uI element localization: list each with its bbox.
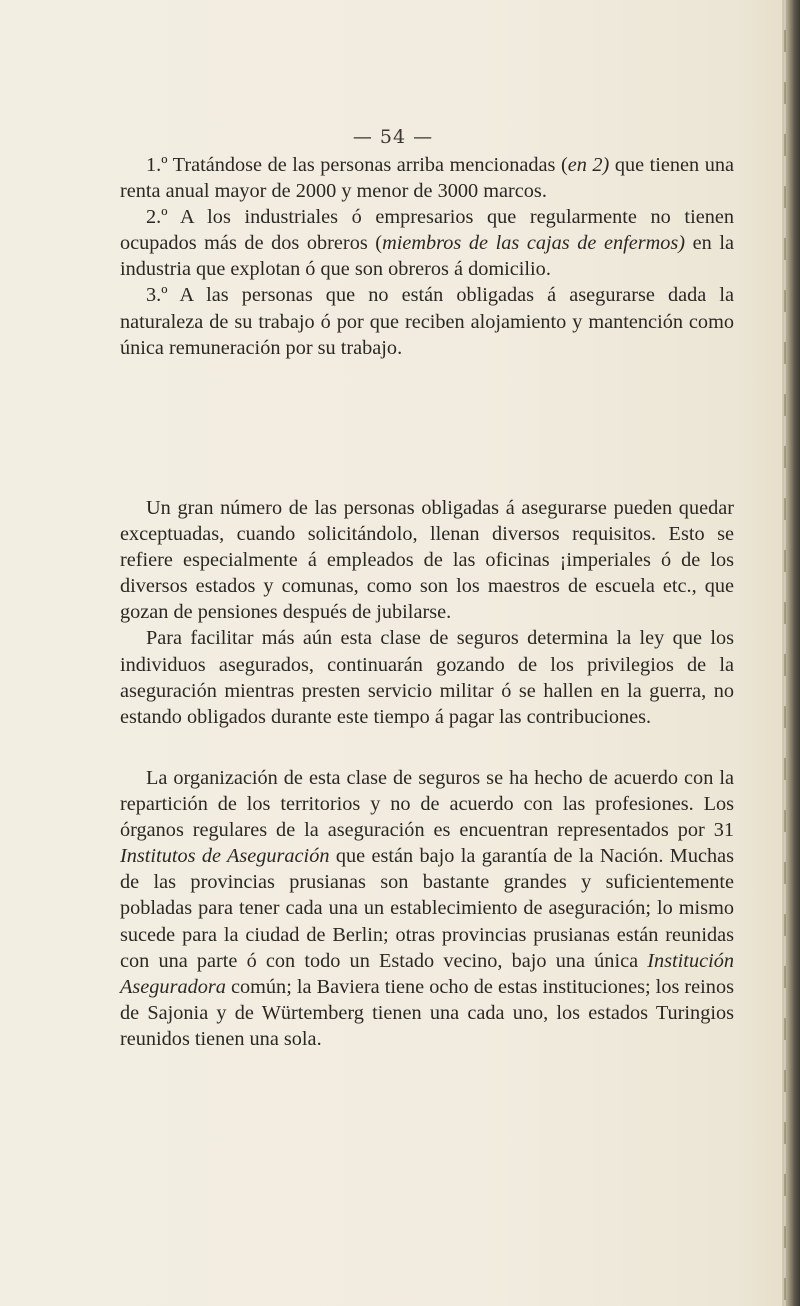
organization-italic-a: Institutos de Aseguración (120, 845, 330, 868)
paragraph-exceptions: Un gran número de las personas obligadas á asegurarse pueden quedar exceptuadas, cuando solicitándolo, llenan diversos requisitos. Esto se refiere especialmente á empleados de las oficinas ¡imperiales ó de los diversos estados y comunas, como son los maestros de escuela etc., que gozan de pensiones después de jubilarse. (120, 497, 734, 624)
item-3-text: A las personas que no están obligadas á asegurarse dada la naturaleza de su trabajo ó por que reciben alojamiento y mantención como única remuneración por su trabajo. (120, 284, 734, 359)
page-number: — 54 — (352, 126, 434, 148)
item-2-italic: miembros de las cajas de enfermos) (382, 232, 686, 255)
exceptions-section (120, 495, 734, 730)
paragraph-organization (120, 765, 734, 1052)
list-item-3 (120, 282, 734, 360)
item-2-number: 2.º (146, 206, 168, 229)
organization-section (120, 765, 734, 1052)
paragraph-military: Para facilitar más aún esta clase de seguros determina la ley que los individuos asegurados, continuarán gozando de los privilegios de la aseguración mientras presten servicio militar ó se hallen en la guerra, no estando obligados durante este tiempo á pagar las contribuciones. (120, 627, 734, 728)
item-2-text-b: en la industria que explotan ó que son obreros á domicilio. (120, 232, 735, 281)
item-1-text-b: que tienen una renta anual mayor de 2000 y menor de 3000 marcos. (120, 154, 734, 203)
item-1-text-a: Tratándose de las personas arriba mencionadas ( (167, 154, 568, 176)
list-item-1 (120, 152, 734, 204)
item-3-number: 3.º (146, 284, 168, 307)
organization-text-b: que están bajo la garantía de la Nación. Muchas de las provincias prusianas son bastante grandes y suficientemente pobladas para tener cada una un establecimiento de aseguración; lo mismo sucede para la ciudad de Berlin; otras provincias prusianas están reunidas con una parte ó con todo un Estado vecino, bajo una única (120, 845, 735, 972)
organization-text-a: La organización de esta clase de seguros se ha hecho de acuerdo con la repartición de los territorios y no de acuerdo con las profesiones. Los órganos regulares de la aseguración es encuentran representados por 31 (120, 767, 734, 842)
page-edge-shadow (782, 0, 800, 1306)
organization-text-c: común; la Baviera tiene ocho de estas instituciones; los reinos de Sajonia y de Würtemberg tienen una cada uno, los estados Turingios reunidos tienen una sola. (120, 975, 734, 1050)
list-item-2 (120, 204, 734, 282)
numbered-list (120, 152, 734, 361)
item-1-number: 1.º (146, 154, 168, 176)
item-2-text-a: A los industriales ó empresarios que regularmente no tienen ocupados más de dos obreros ( (120, 206, 734, 255)
item-1-italic: en 2) (567, 154, 610, 176)
organization-italic-b: Institución Aseguradora (120, 949, 734, 998)
